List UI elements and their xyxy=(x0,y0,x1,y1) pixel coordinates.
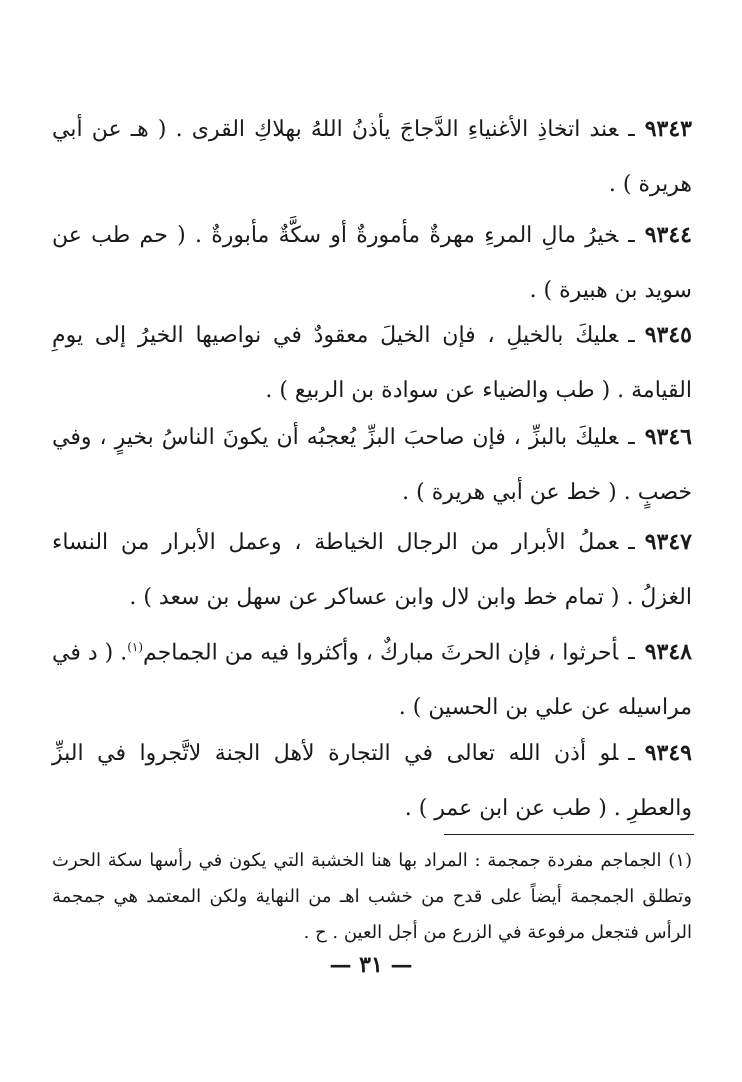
page-number: — ٣١ — xyxy=(329,952,413,978)
hadith-entry xyxy=(52,102,692,212)
entry-separator: ـ xyxy=(628,530,635,555)
entry-number: ٩٣٤٧ xyxy=(644,529,692,555)
hadith-entry xyxy=(52,515,692,625)
entry-separator: ـ xyxy=(628,640,635,666)
entry-separator: ـ xyxy=(628,425,635,450)
entry-number: ٩٣٤٣ xyxy=(644,116,692,142)
entry-separator: ـ xyxy=(628,741,635,766)
hadith-entry xyxy=(52,410,692,520)
entry-number: ٩٣٤٩ xyxy=(644,740,692,766)
entry-number: ٩٣٤٤ xyxy=(644,222,692,248)
entry-text: لو أذن الله تعالى في التجارة لأهل الجنة لاتَّجروا في البزِّ والعطرِ . ( طب عن ابن عمر ) . xyxy=(52,741,692,821)
hadith-entry xyxy=(52,620,692,735)
entry-text: عملُ الأبرار من الرجال الخياطة ، وعمل الأبرار من النساء الغزلُ . ( تمام خط وابن لال وابن عساكر عن سهل بن سعد ) . xyxy=(52,530,692,610)
footnote-reference[interactable]: (١) xyxy=(127,640,144,654)
entry-separator: ـ xyxy=(628,223,635,248)
entry-number: ٩٣٤٦ xyxy=(644,424,692,450)
entry-text-continued: . ( د في مراسيله عن علي بن الحسين ) . xyxy=(52,640,692,721)
entry-separator: ـ xyxy=(628,323,635,348)
entry-number: ٩٣٤٨ xyxy=(644,639,692,666)
footnote-text: (١) الجماجم مفردة جمجمة : المراد بها هنا الخشبة التي يكون في رأسها سكة الحرث وتطلق الجمجمة أيضاً على قدح من خشب اهـ من النهاية ولكن المعتمد هي جمجمة الرأس فتجعل مرفوعة في الزرع من أجل العين . ح . xyxy=(52,850,692,943)
entry-text: خيرُ مالِ المرءِ مهرةٌ مأمورةٌ أو سكَّةٌ مأبورةٌ . ( حم طب عن سويد بن هبيرة ) . xyxy=(52,223,692,303)
entry-text: عليكَ بالخيلِ ، فإن الخيلَ معقودٌ في نواصيها الخيرُ إلى يومِ القيامة . ( طب والضياء عن سوادة بن الربيع ) . xyxy=(52,323,692,403)
entry-text: عليكَ بالبزِّ ، فإن صاحبَ البزِّ يُعجبُه أن يكونَ الناسُ بخيرٍ ، وفي خصبٍ . ( خط عن أبي هريرة ) . xyxy=(52,425,692,505)
hadith-entry xyxy=(52,726,692,836)
hadith-entry xyxy=(52,208,692,318)
entry-number: ٩٣٤٥ xyxy=(644,322,692,348)
footnote-divider xyxy=(444,834,694,835)
entry-separator: ـ xyxy=(628,117,635,142)
hadith-entry xyxy=(52,308,692,418)
entry-text: أحرثوا ، فإن الحرثَ مباركٌ ، وأكثروا فيه من الجماجم xyxy=(143,640,619,666)
entry-text: عند اتخاذِ الأغنياءِ الدَّجاجَ يأذنُ اللهُ بهلاكِ القرى . ( هـ عن أبي هريرة ) . xyxy=(52,117,692,197)
